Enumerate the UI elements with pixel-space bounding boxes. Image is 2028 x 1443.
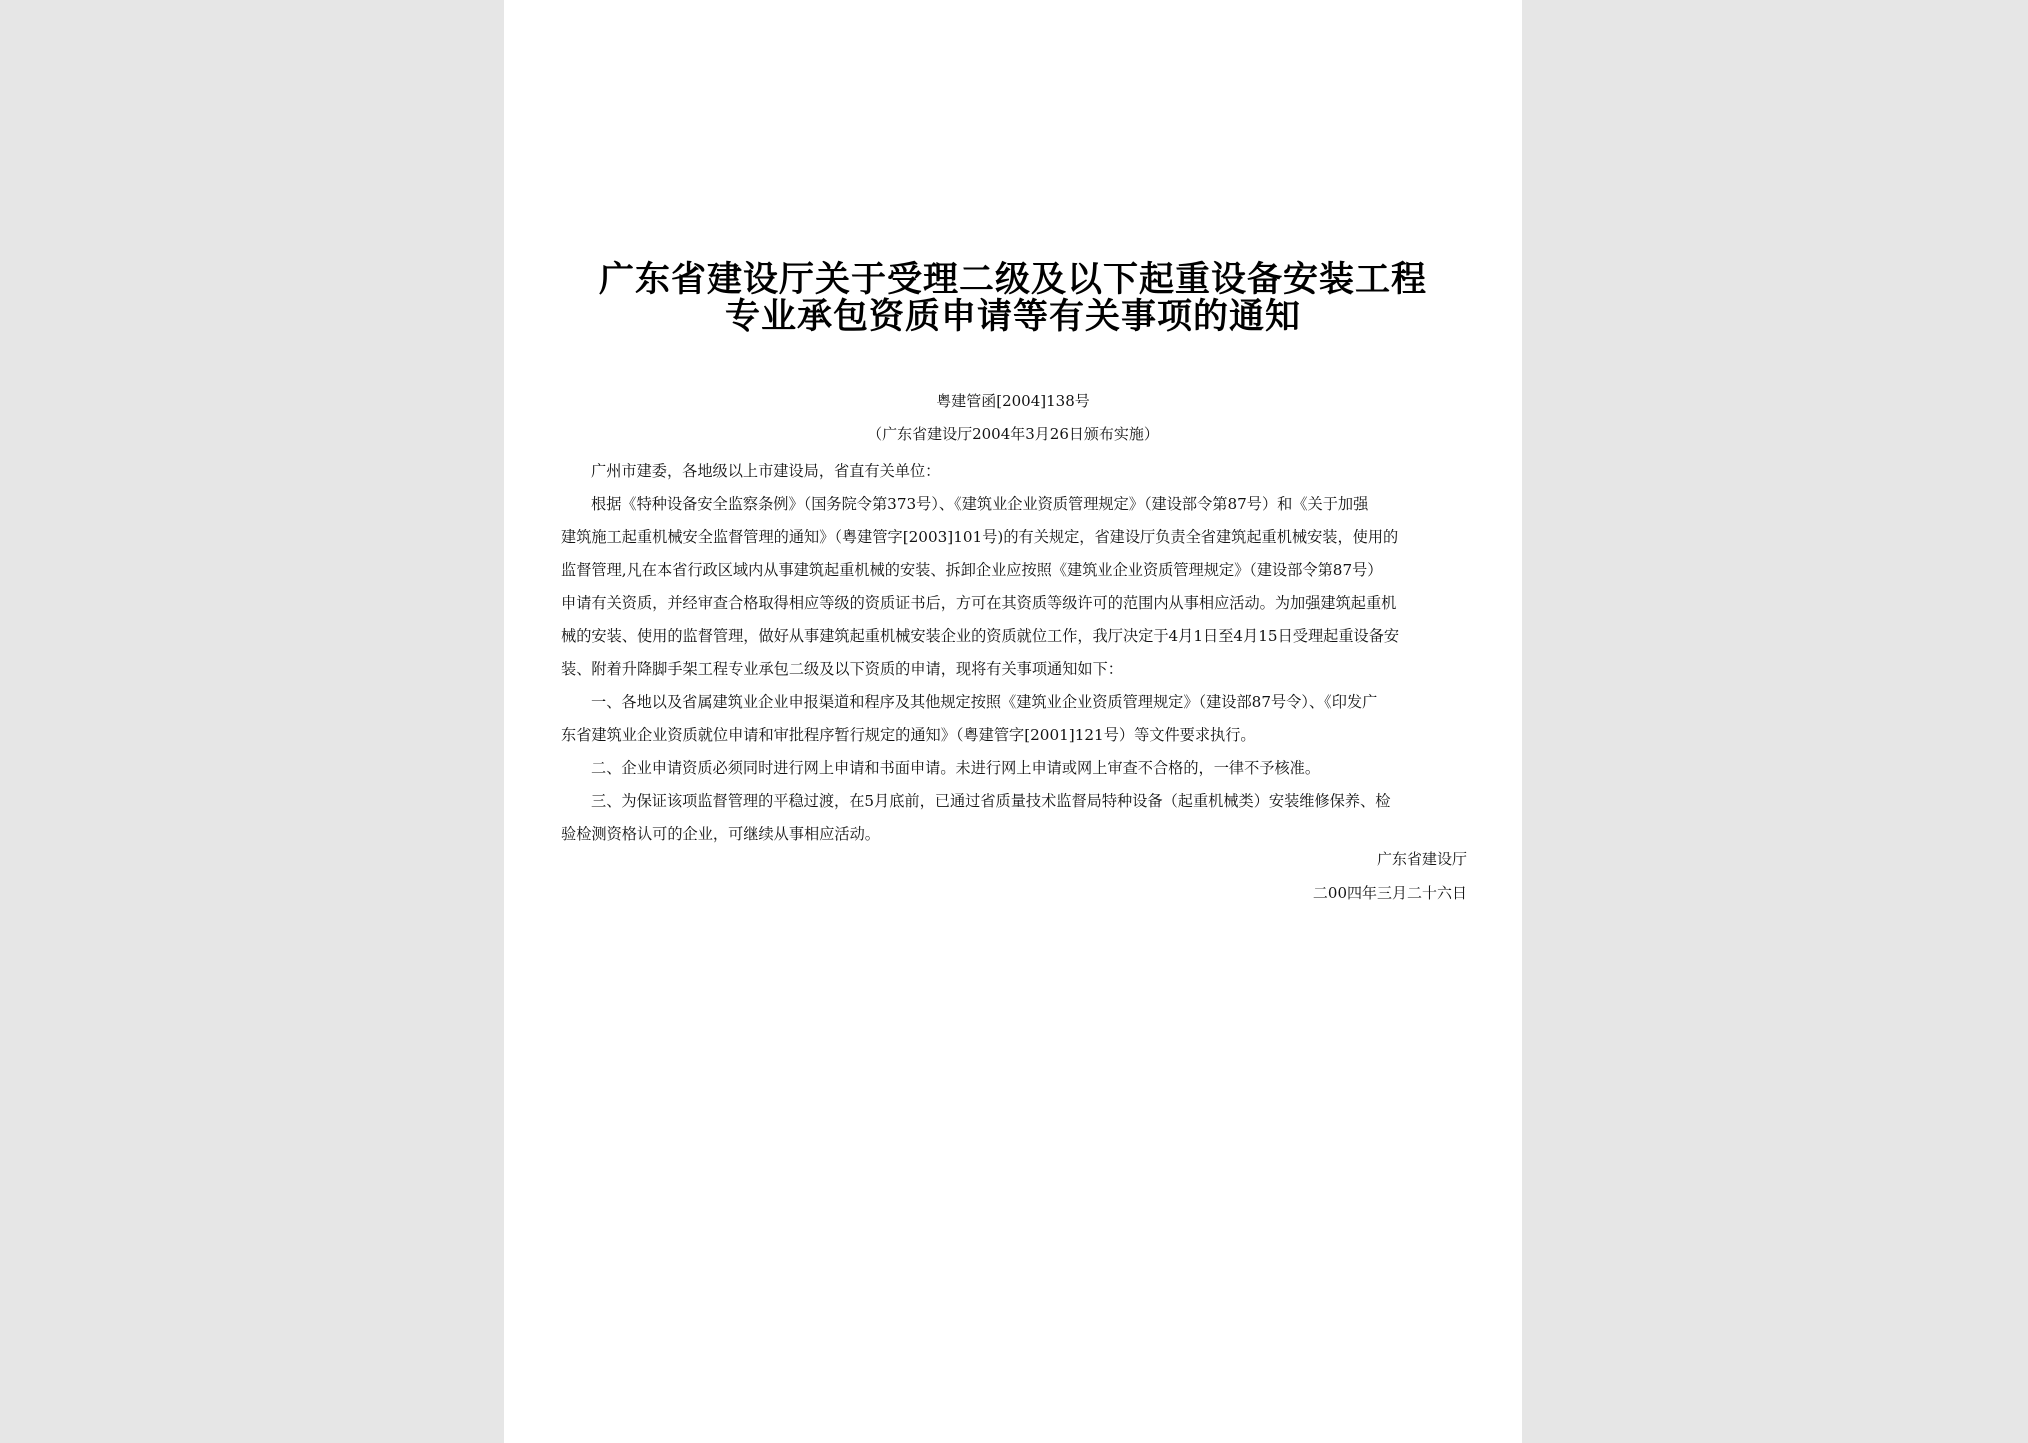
document-page xyxy=(504,0,1522,1443)
document-title xyxy=(504,262,1522,336)
signature-organization: 广东省建设厅 xyxy=(1376,850,1467,868)
paragraph-line: 监督管理,凡在本省行政区域内从事建筑起重机械的安装、拆卸企业应按照《建筑业企业资质管理规定》（建设部令第87号） xyxy=(561,561,1383,579)
item-three-line: 三、为保证该项监督管理的平稳过渡，在5月底前，已通过省质量技术监督局特种设备（起重机械类）安装维修保养、检 xyxy=(591,792,1391,810)
signature-date: 二00四年三月二十六日 xyxy=(1312,884,1467,902)
item-one-line: 东省建筑业企业资质就位申请和审批程序暂行规定的通知》（粤建管字[2001]121号）等文件要求执行。 xyxy=(561,726,1256,744)
paragraph-line: 根据《特种设备安全监察条例》（国务院令第373号）、《建筑业企业资质管理规定》（建设部令第87号）和《关于加强 xyxy=(591,495,1369,513)
item-one-line: 一、各地以及省属建筑业企业申报渠道和程序及其他规定按照《建筑业企业资质管理规定》（建设部87号令）、《印发广 xyxy=(591,693,1378,711)
paragraph-line: 械的安装、使用的监督管理，做好从事建筑起重机械安装企业的资质就位工作，我厅决定于4月1日至4月15日受理起重设备安 xyxy=(561,627,1400,645)
item-two-line: 二、企业申请资质必须同时进行网上申请和书面申请。未进行网上申请或网上审查不合格的，一律不予核准。 xyxy=(591,759,1320,777)
issued-note: （广东省建设厅2004年3月26日颁布实施） xyxy=(867,425,1159,443)
salutation: 广州市建委，各地级以上市建设局，省直有关单位： xyxy=(591,462,941,480)
item-three-line: 验检测资格认可的企业，可继续从事相应活动。 xyxy=(561,825,880,843)
title-line-2: 专业承包资质申请等有关事项的通知 xyxy=(724,297,1301,337)
title-line-1: 广东省建设厅关于受理二级及以下起重设备安装工程 xyxy=(598,260,1427,300)
paragraph-line: 装、附着升降脚手架工程专业承包二级及以下资质的申请，现将有关事项通知如下： xyxy=(561,660,1123,678)
paragraph-line: 申请有关资质，并经审查合格取得相应等级的资质证书后，方可在其资质等级许可的范围内从事相应活动。为加强建筑起重机 xyxy=(561,594,1397,612)
document-number: 粤建管函[2004]138号 xyxy=(936,392,1090,410)
paragraph-line: 建筑施工起重机械安全监督管理的通知》（粤建管字[2003]101号)的有关规定，省建设厅负责全省建筑起重机械安装，使用的 xyxy=(561,528,1399,546)
document-body xyxy=(561,455,1471,851)
